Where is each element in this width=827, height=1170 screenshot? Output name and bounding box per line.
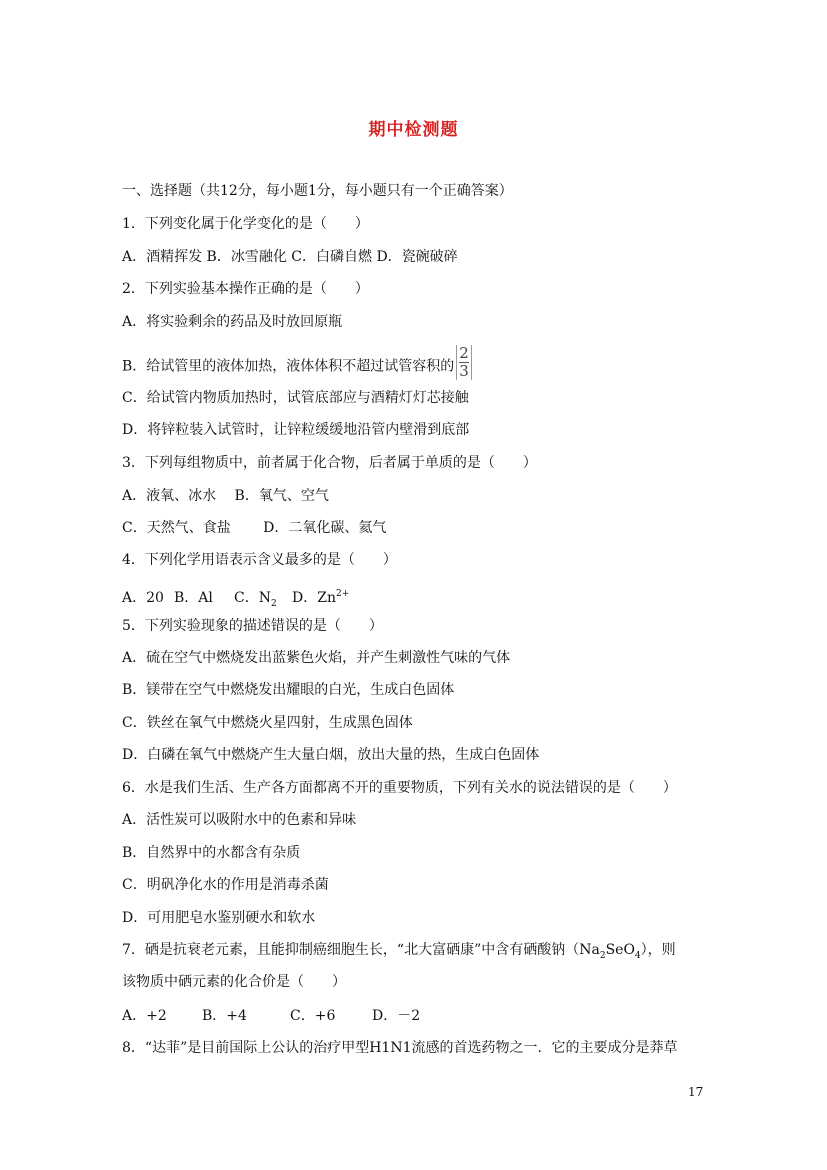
q4-option-b: B．Al [174, 589, 213, 606]
q4-options [122, 584, 349, 613]
q6-option-a: A．活性炭可以吸附水中的色素和异味 [122, 812, 357, 828]
q4-option-c-text: C．N [234, 589, 271, 606]
q4-option-d-text: D．Zn [292, 589, 336, 606]
q1-options: A．酒精挥发 B．冰雪融化 C．白磷自燃 D．瓷碗破碎 [122, 249, 458, 265]
q3-stem: 3．下列每组物质中，前者属于化合物，后者属于单质的是（ ） [122, 455, 537, 471]
q1-stem: 1．下列变化属于化学变化的是（ ） [122, 216, 369, 232]
q2-option-b-text: B．给试管里的液体加热，液体体积不超过试管容积的 [122, 358, 455, 375]
q7-options [122, 1006, 420, 1026]
q7-stem-line1 [122, 940, 676, 966]
q7-option-a: A．+2 [122, 1008, 167, 1024]
fraction-numerator: 2 [459, 344, 469, 362]
q7-option-b: B．+4 [202, 1008, 247, 1024]
page-number: 17 [688, 1085, 704, 1099]
q6-option-c: C．明矾净化水的作用是消毒杀菌 [122, 877, 329, 893]
q6-option-d: D．可用肥皂水鉴别硬水和软水 [122, 910, 316, 926]
page-title: 期中检测题 [368, 120, 459, 140]
q2-option-d: D．将锌粒装入试管时，让锌粒缓缓地沿管内壁滑到底部 [122, 422, 470, 438]
q7-subscript-1: 2 [599, 950, 606, 961]
q7-stem-part2: SeO [605, 942, 635, 958]
q3-options-cd: C．天然气、食盐 D．二氧化碳、氦气 [122, 520, 387, 536]
q5-option-d: D．白磷在氧气中燃烧产生大量白烟，放出大量的热，生成白色固体 [122, 747, 540, 763]
q4-option-c [234, 588, 292, 614]
q7-option-c: C．+6 [290, 1008, 336, 1024]
q6-option-b: B．自然界中的水都含有杂质 [122, 845, 301, 861]
q4-option-d-superscript: 2+ [335, 589, 350, 599]
q7-stem-part1: 7．硒是抗衰老元素，且能抑制癌细胞生长，“北大富硒康”中含有硒酸钠（Na [122, 942, 600, 958]
fraction-denominator: 3 [459, 362, 469, 380]
q8-stem: 8．“达菲”是目前国际上公认的治疗甲型H1N1流感的首选药物之一．它的主要成分是莽草 [122, 1040, 678, 1056]
q2-option-c: C．给试管内物质加热时，试管底部应与酒精灯灯芯接触 [122, 390, 469, 406]
q5-option-b: B．镁带在空气中燃烧发出耀眼的白光，生成白色固体 [122, 682, 455, 698]
q7-stem-line2: 该物质中硒元素的化合价是（ ） [122, 974, 346, 990]
fraction-two-thirds [456, 345, 472, 380]
q2-stem: 2．下列实验基本操作正确的是（ ） [122, 281, 369, 297]
q4-option-c-subscript: 2 [270, 598, 277, 609]
q5-stem: 5．下列实验现象的描述错误的是（ ） [122, 618, 383, 634]
q5-option-c: C．铁丝在氧气中燃烧火星四射，生成黑色固体 [122, 715, 413, 731]
q6-stem: 6．水是我们生活、生产各方面都离不开的重要物质，下列有关水的说法错误的是（ ） [122, 780, 677, 796]
q7-subscript-2: 4 [634, 950, 641, 961]
q4-stem: 4．下列化学用语表示含义最多的是（ ） [122, 552, 397, 568]
q7-option-d: D．－2 [372, 1008, 421, 1024]
section-heading: 一、选择题（共12分，每小题1分，每小题只有一个正确答案） [122, 183, 513, 199]
q3-options-ab: A．液氧、冰水 B．氧气、空气 [122, 488, 329, 504]
q7-stem-part3: ），则 [640, 942, 676, 958]
q2-option-b [122, 344, 472, 384]
q5-option-a: A．硫在空气中燃烧发出蓝紫色火焰，并产生刺激性气味的气体 [122, 650, 511, 666]
q4-option-d [292, 584, 349, 608]
q4-option-a: A．20 [122, 589, 164, 606]
q2-option-a: A．将实验剩余的药品及时放回原瓶 [122, 314, 343, 330]
